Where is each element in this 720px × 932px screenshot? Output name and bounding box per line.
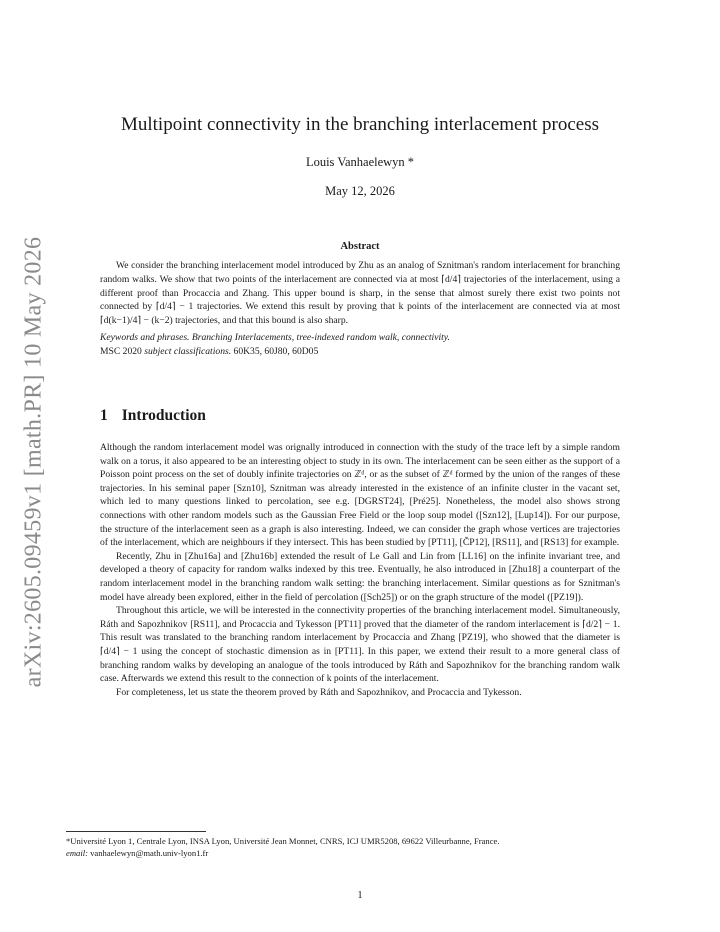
paragraph: Recently, Zhu in [Zhu16a] and [Zhu16b] extended the result of Le Gall and Lin from [LL16] on the infinite invariant tree, and developed a theory of capacity for random walks indexed by this tree. Eventually, he also introduced in [Zhu18] a counterpart of the random interlacement model in the branching random walk setting: the branching interlacement. Similar questions as for Sznitman's model have already been explored, either in the field of percolation ([Sch25]) or on the graph structure of the model ([PZ19]). (100, 550, 620, 603)
section-number: 1 (100, 407, 108, 424)
footnote-rule (66, 831, 206, 832)
msc-codes: 60K35, 60J80, 60D05 (231, 345, 319, 357)
page-number: 1 (357, 890, 363, 901)
footnote-affiliation: *Université Lyon 1, Centrale Lyon, INSA Lyon, Université Jean Monnet, CNRS, ICJ UMR5208, 69622 Villeurbanne, France. (66, 836, 500, 846)
msc-label: subject classifications. (144, 345, 232, 357)
arxiv-identifier-stamp: arXiv:2605.09459v1 [math.PR] 10 May 2026 (20, 236, 47, 688)
msc-line (100, 345, 620, 359)
introduction-body (100, 441, 620, 699)
paragraph: For completeness, let us state the theorem proved by Ráth and Sapozhnikov, and Procaccia and Tykesson. (116, 686, 522, 698)
section-heading (100, 407, 206, 425)
footnote (66, 835, 656, 859)
date-line: May 12, 2026 (325, 184, 395, 198)
email-address: vanhaelewyn@math.univ-lyon1.fr (87, 848, 209, 858)
section-title: Introduction (121, 407, 206, 424)
keywords-line: Keywords and phrases. Branching Interlacements, tree-indexed random walk, connectivity. (100, 332, 450, 343)
keywords-block (100, 331, 620, 358)
abstract-text: We consider the branching interlacement model introduced by Zhu as an analog of Sznitman's random interlacement for branching random walks. We show that two points of the interlacement are connected via at most ⌈d/4⌉ trajectories of the interlacement, using a different proof than Procaccia and Zhang. This upper bound is sharp, in the sense that almost surely there exist two points not connected by ⌈d/4⌉ − 1 trajectories. We extend this result by proving that k points of the interlacement are connected via at most ⌈d(k−1)/4⌉ − (k−2) trajectories, and that this bound is also sharp. (100, 260, 620, 327)
paragraph: Although the random interlacement model was orignally introduced in connection with the study of the trace left by a simple random walk on a torus, it also appeared to be an interesting object to study in its own. The interlacement can be seen either as the support of a Poisson point process on the set of doubly infinite trajectories on ℤᵈ, or as the subset of ℤᵈ formed by the union of the ranges of these trajectories. In his seminal paper [Szn10], Sznitman was already interested in the existence of an infinite cluster in the vacant set, which led to many questions linked to percolation, see e.g. [DGRST24], [Pré25]. Nonetheless, the model also shows strong connections with other random models such as the Gaussian Free Field or the loop soup model ([Szn12], [Lup14]). For our purpose, the structure of the interlacement seen as a graph is also interesting. Indeed, we can consider the graph whose vertices are trajectories of the interlacement, which are neighbours if they intersect. This has been studied by [PT11], [ČP12], [RS11], and [RS13] for example. (100, 442, 620, 549)
paragraph: Throughout this article, we will be interested in the connectivity properties of the branching interlacement model. Simultaneously, Ráth and Sapozhnikov [RS11], and Procaccia and Tykesson [PT11] proved that the diameter of the random interlacement is ⌈d/2⌉ − 1. This result was translated to the branching random interlacement by Procaccia and Zhang [PZ19], who showed that the diameter is ⌈d/4⌉ − 1 using the concept of stochastic dimension as in [PT11]. In this paper, we extend their result to a more general class of branching random walks by developing an analogue of the tools introduced by Ráth and Sapozhnikov for the branching random walk case. Afterwards we extend this result to the connection of k points of the interlacement. (100, 605, 620, 685)
footnote-email-line (66, 847, 656, 859)
email-label: email: (66, 848, 88, 858)
abstract-heading: Abstract (340, 241, 380, 252)
author-line: Louis Vanhaelewyn * (305, 155, 415, 169)
msc-prefix: MSC 2020 (100, 345, 145, 357)
paper-title: Multipoint connectivity in the branching interlacement process (120, 114, 600, 135)
